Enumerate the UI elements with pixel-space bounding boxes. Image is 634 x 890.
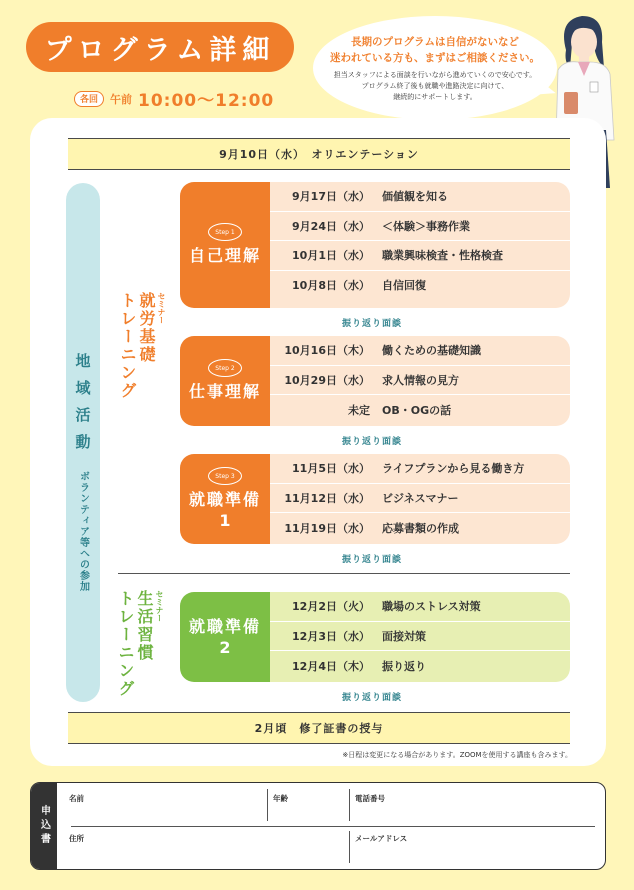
seminar-label: セミナー (157, 292, 166, 324)
step-number: 2 (219, 638, 231, 657)
schedule-row (270, 182, 570, 212)
step-badge: Step 3 (208, 467, 242, 485)
step-rows (270, 592, 570, 682)
schedule-row (270, 271, 570, 301)
seminar-title-line1: 就労基礎 (137, 292, 156, 364)
form-col-divider (267, 789, 268, 821)
time-value: 10:00〜12:00 (138, 91, 275, 111)
row-topic: 振り返り (382, 659, 426, 673)
form-col-divider (349, 789, 350, 821)
step-rows (270, 182, 570, 308)
schedule-row (270, 336, 570, 366)
step-label (180, 182, 270, 308)
row-topic: 求人情報の見方 (382, 373, 459, 387)
step-1-block (180, 182, 570, 308)
row-topic: ビジネスマナー (382, 491, 459, 505)
email-field-label: メールアドレス (355, 834, 408, 843)
row-topic: 働くための基礎知識 (382, 344, 481, 358)
seminar-title-line2: トレーニング (118, 292, 137, 400)
time-row (74, 86, 274, 111)
region-activity-sub: ボランティア等への参加 (77, 471, 89, 592)
time-label: 午前 (110, 92, 132, 106)
review-interview-label: 振り返り面談 (341, 319, 402, 329)
address-field-label: 住所 (69, 834, 84, 843)
schedule-row (270, 395, 570, 425)
schedule-note: ※日程は変更になる場合があります。ZOOMを使用する講座も含みます。 (342, 751, 572, 759)
speech-bubble (313, 16, 557, 120)
row-topic: 職業興味検査・性格検査 (382, 249, 503, 263)
each-session-badge: 各回 (74, 91, 104, 107)
page-title: プログラム詳細 (26, 22, 294, 72)
review-interview-label: 振り返り面談 (341, 555, 402, 565)
schedule-row (270, 484, 570, 514)
row-date: 11月12日（水） (284, 491, 370, 505)
name-field-label: 名前 (69, 794, 84, 803)
region-activity-column (66, 183, 100, 702)
step-number: 1 (219, 511, 231, 530)
orientation-bar: 9月10日（水） オリエンテーション (68, 138, 570, 170)
row-date: 12月4日（木） (292, 659, 370, 673)
step-name: 就職準備 (188, 617, 261, 636)
step-badge: Step 2 (208, 359, 242, 377)
row-date: 12月3日（水） (292, 629, 370, 643)
step-name: 自己理解 (188, 246, 261, 265)
schedule-row (270, 366, 570, 396)
row-topic: OB・OGの話 (382, 403, 452, 417)
form-side-label (31, 783, 57, 869)
row-topic: 価値観を知る (382, 190, 448, 204)
row-topic: ＜体験＞事務作業 (382, 219, 470, 233)
row-date: 12月2日（火） (292, 600, 370, 614)
row-topic: ライフプランから見る働き方 (382, 462, 525, 476)
row-date: 10月8日（水） (292, 279, 370, 293)
review-interview-label: 振り返り面談 (341, 693, 402, 703)
step-badge: Step 1 (208, 223, 242, 241)
step-label (180, 336, 270, 426)
bubble-lead-1: 長期のプログラムは自信がないなど (351, 35, 519, 48)
section-divider (118, 573, 570, 574)
bubble-sub-3: 継続的にサポートします。 (393, 92, 477, 101)
step-name: 仕事理解 (188, 382, 261, 401)
certificate-bar: 2月頃 修了証書の授与 (68, 712, 570, 744)
row-topic: 面接対策 (382, 629, 426, 643)
seminar-label: セミナー (155, 590, 164, 622)
step-rows (270, 336, 570, 426)
schedule-row (270, 454, 570, 484)
schedule-row (270, 212, 570, 242)
schedule-row (270, 513, 570, 543)
row-date: 未定 (348, 403, 370, 417)
form-col-divider (349, 831, 350, 863)
row-date: 11月5日（水） (292, 462, 370, 476)
row-topic: 自信回復 (382, 279, 426, 293)
form-row-divider (71, 826, 595, 827)
step-label (180, 592, 270, 682)
step-label (180, 454, 270, 544)
row-date: 10月29日（水） (284, 373, 370, 387)
application-form (30, 782, 606, 870)
row-date: 10月1日（水） (292, 249, 370, 263)
row-date: 9月24日（水） (292, 219, 370, 233)
schedule-row (270, 592, 570, 622)
step-3-block (180, 454, 570, 544)
seminar-basic-training (118, 292, 167, 400)
seminar-lifestyle-training (116, 590, 165, 698)
bubble-lead-2: 迷われている方も、まずはご相談ください。 (330, 51, 540, 64)
seminar-title-line2: トレーニング (116, 590, 135, 698)
row-date: 11月19日（水） (284, 521, 370, 535)
schedule-row (270, 241, 570, 271)
step-name: 就職準備 (188, 490, 261, 509)
age-field-label: 年齢 (273, 794, 288, 803)
step-2-block (180, 336, 570, 426)
region-activity-title: 地域活動 (73, 353, 92, 461)
step-rows (270, 454, 570, 544)
row-topic: 職場のストレス対策 (382, 600, 481, 614)
row-date: 10月16日（木） (284, 344, 370, 358)
row-topic: 応募書類の作成 (382, 521, 459, 535)
schedule-row (270, 622, 570, 652)
seminar-title-line1: 生活習慣 (135, 590, 154, 662)
bubble-sub-2: プログラム終了後も就職や進路決定に向けて、 (361, 81, 509, 90)
review-interview-label: 振り返り面談 (341, 437, 402, 447)
schedule-row (270, 651, 570, 681)
step-4-block (180, 592, 570, 682)
row-date: 9月17日（水） (292, 190, 370, 204)
form-side-text: 申込書 (38, 805, 50, 847)
phone-field-label: 電話番号 (355, 794, 385, 803)
bubble-sub-1: 担当スタッフによる面談を行いながら進めていくので安心です。 (333, 70, 537, 79)
